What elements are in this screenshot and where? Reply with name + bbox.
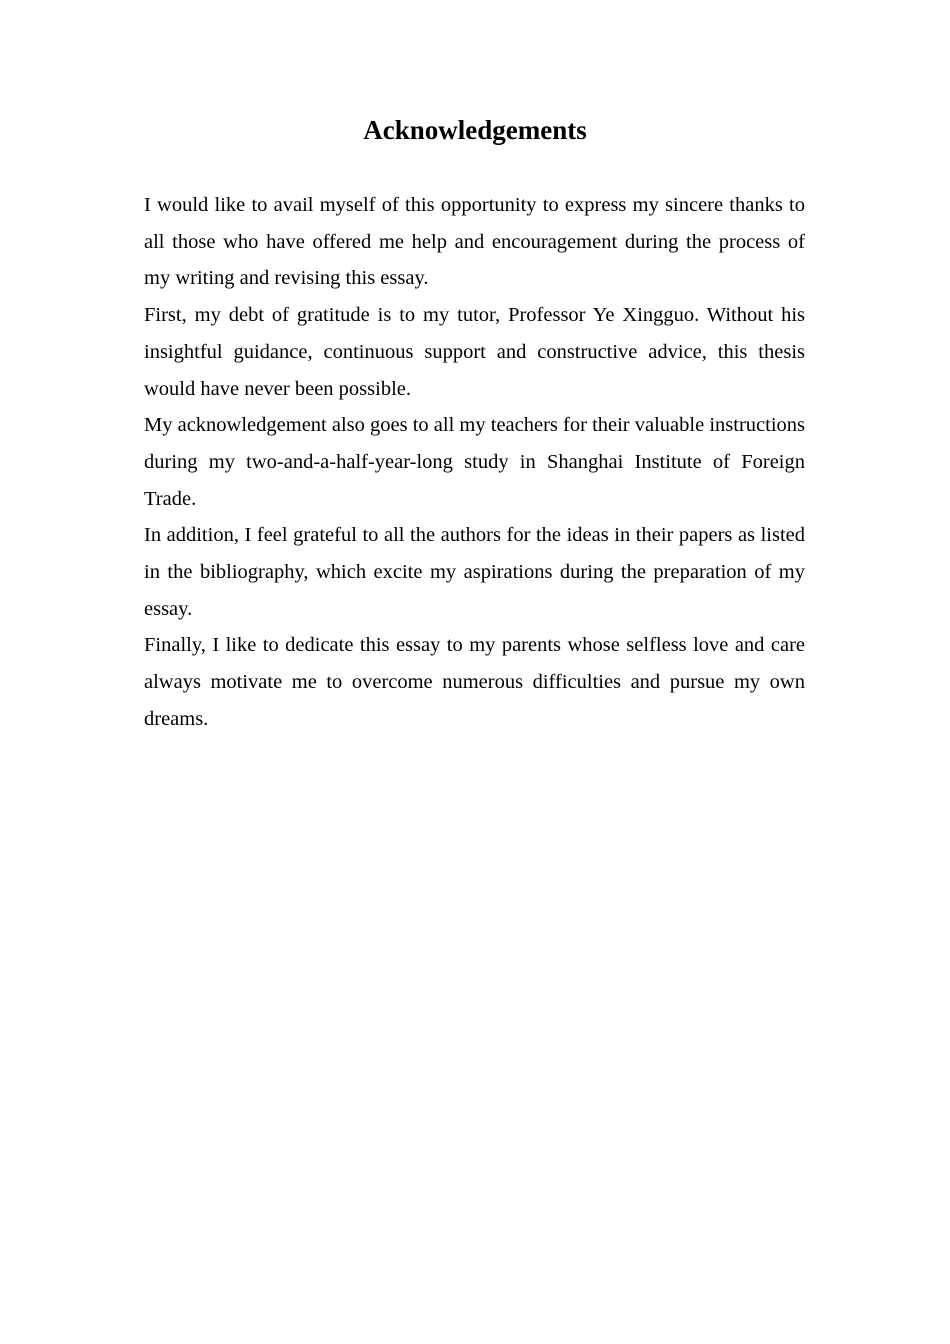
acknowledgement-body	[144, 187, 805, 738]
paragraph-tutor: First, my debt of gratitude is to my tutor, Professor Ye Xingguo. Without his insightful guidance, continuous support and constructive advice, this thesis would have never been possible.	[144, 304, 805, 400]
paragraph-opportunity: I would like to avail myself of this opportunity to express my sincere thanks to all those who have offered me help and encouragement during the process of my writing and revising this essay.	[144, 194, 805, 290]
paragraph-authors: In addition, I feel grateful to all the authors for the ideas in their papers as listed in the bibliography, which excite my aspirations during the preparation of my essay.	[144, 524, 805, 620]
paragraph-teachers: My acknowledgement also goes to all my teachers for their valuable instructions during my two-and-a-half-year-long study in Shanghai Institute of Foreign Trade.	[144, 414, 805, 510]
page-title: Acknowledgements	[363, 115, 587, 145]
paragraph-parents: Finally, I like to dedicate this essay to my parents whose selfless love and care always motivate me to overcome numerous difficulties and pursue my own dreams.	[144, 634, 805, 730]
